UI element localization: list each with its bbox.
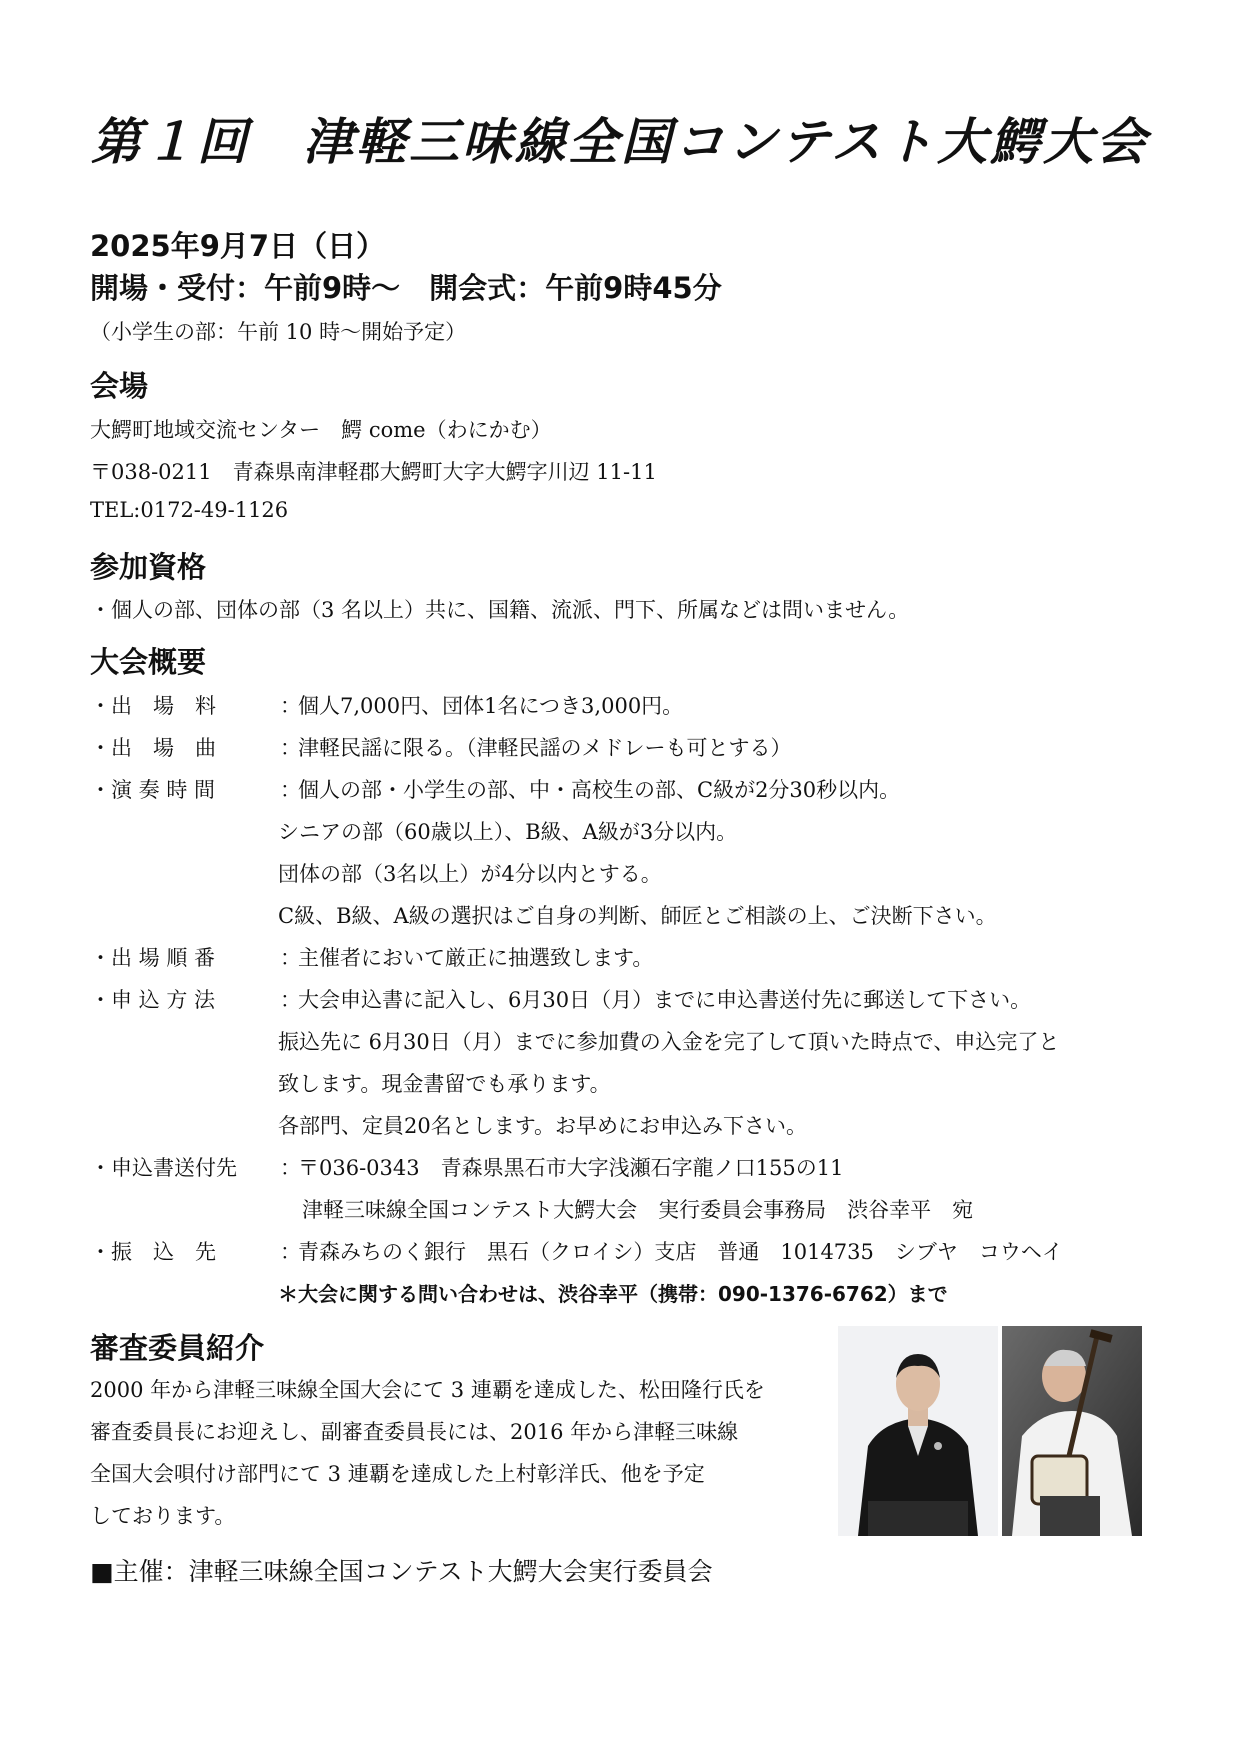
apply-line: 振込先に 6月30日（月）までに参加費の入金を完了して頂いた時点で、申込完了と	[278, 1030, 1060, 1054]
judges-line: 審査委員長にお迎えし、副審査委員長には、2016 年から津軽三味線	[90, 1420, 739, 1444]
fee-row: ・出 場 料 ： 個人7,000円、団体1名につき3,000円。	[90, 690, 683, 720]
contact-note: ＊大会に関する問い合わせは、渋谷幸平（携帯：090-1376-6762）まで	[278, 1282, 948, 1306]
apply-line: 致します。現金書留でも承ります。	[278, 1072, 611, 1096]
bank-row: ・振 込 先 ： 青森みちのく銀行 黒石（クロイシ）支店 普通 1014735 シブヤ コウヘイ	[90, 1236, 1063, 1266]
apply-row: ・申 込 方 法 ： 大会申込書に記入し、6月30日（月）までに申込書送付先に郵送して下さい。	[90, 984, 1031, 1014]
send-line: 津軽三味線全国コンテスト大鰐大会 実行委員会事務局 渋谷幸平 宛	[302, 1198, 974, 1222]
venue-address: 〒038-0211 青森県南津軽郡大鰐町大字大鰐字川辺 11-11	[90, 460, 657, 484]
apply-label: ・申 込 方 法	[90, 988, 216, 1012]
time-row: ・演 奏 時 間 ： 個人の部・小学生の部、中・高校生の部、C級が2分30秒以内。	[90, 774, 900, 804]
time-line: C級、B級、A級の選択はご自身の判断、師匠とご相談の上、ご決断下さい。	[278, 904, 997, 928]
fee-value: 個人7,000円、団体1名につき3,000円。	[298, 694, 684, 718]
apply-line: 各部門、定員20名とします。お早めにお申込み下さい。	[278, 1114, 808, 1138]
judges-heading: 審査委員紹介	[90, 1331, 265, 1365]
judges-line: しております。	[90, 1504, 236, 1528]
eligibility-heading: 参加資格	[90, 550, 207, 584]
order-value: 主催者において厳正に抽選致します。	[298, 946, 654, 970]
time-line: シニアの部（60歳以上）、B級、A級が3分以内。	[278, 820, 738, 844]
send-line: 〒036-0343 青森県黒石市大字浅瀬石字龍ノ口155の11	[298, 1156, 844, 1180]
judges-line: 全国大会唄付け部門にて 3 連覇を達成した上村彰洋氏、他を予定	[90, 1462, 705, 1486]
send-row: ・申込書送付先 ： 〒036-0343 青森県黒石市大字浅瀬石字龍ノ口155の11	[90, 1152, 843, 1182]
judge-photo-matsuda	[838, 1326, 998, 1536]
eligibility-text: ・個人の部、団体の部（3 名以上）共に、国籍、流派、門下、所属などは問いません。	[90, 598, 910, 622]
venue-tel: TEL:0172-49-1126	[90, 498, 289, 522]
venue-name: 大鰐町地域交流センター 鰐 come（わにかむ）	[90, 418, 552, 442]
venue-heading: 会場	[90, 369, 149, 403]
fee-label: ・出 場 料	[90, 694, 216, 718]
song-row: ・出 場 曲 ： 津軽民謡に限る。（津軽民謡のメドレーも可とする）	[90, 732, 792, 762]
time-line: 団体の部（3名以上）が4分以内とする。	[278, 862, 662, 886]
overview-heading: 大会概要	[90, 645, 207, 679]
event-date: 2025年9月7日（日）	[90, 229, 386, 263]
bank-value: 青森みちのく銀行 黒石（クロイシ）支店 普通 1014735 シブヤ コウヘイ	[298, 1240, 1063, 1264]
bank-label: ・振 込 先	[90, 1240, 216, 1264]
apply-line: 大会申込書に記入し、6月30日（月）までに申込書送付先に郵送して下さい。	[298, 988, 1032, 1012]
times-note: （小学生の部：午前 10 時～開始予定）	[90, 320, 467, 344]
judges-line: 2000 年から津軽三味線全国大会にて 3 連覇を達成した、松田隆行氏を	[90, 1378, 765, 1402]
event-times: 開場・受付：午前9時～ 開会式：午前9時45分	[90, 271, 722, 305]
judge-photo-kamimura	[1002, 1326, 1142, 1536]
time-line: 個人の部・小学生の部、中・高校生の部、C級が2分30秒以内。	[298, 778, 901, 802]
order-label: ・出 場 順 番	[90, 946, 216, 970]
song-label: ・出 場 曲	[90, 736, 216, 760]
sponsor: ■主催：津軽三味線全国コンテスト大鰐大会実行委員会	[90, 1557, 713, 1586]
order-row: ・出 場 順 番 ： 主催者において厳正に抽選致します。	[90, 942, 653, 972]
time-label: ・演 奏 時 間	[90, 778, 216, 802]
song-value: 津軽民謡に限る。（津軽民謡のメドレーも可とする）	[298, 736, 792, 760]
send-label: ・申込書送付先	[90, 1156, 237, 1180]
page-title: 第１回 津軽三味線全国コンテスト大鰐大会	[91, 112, 1149, 171]
